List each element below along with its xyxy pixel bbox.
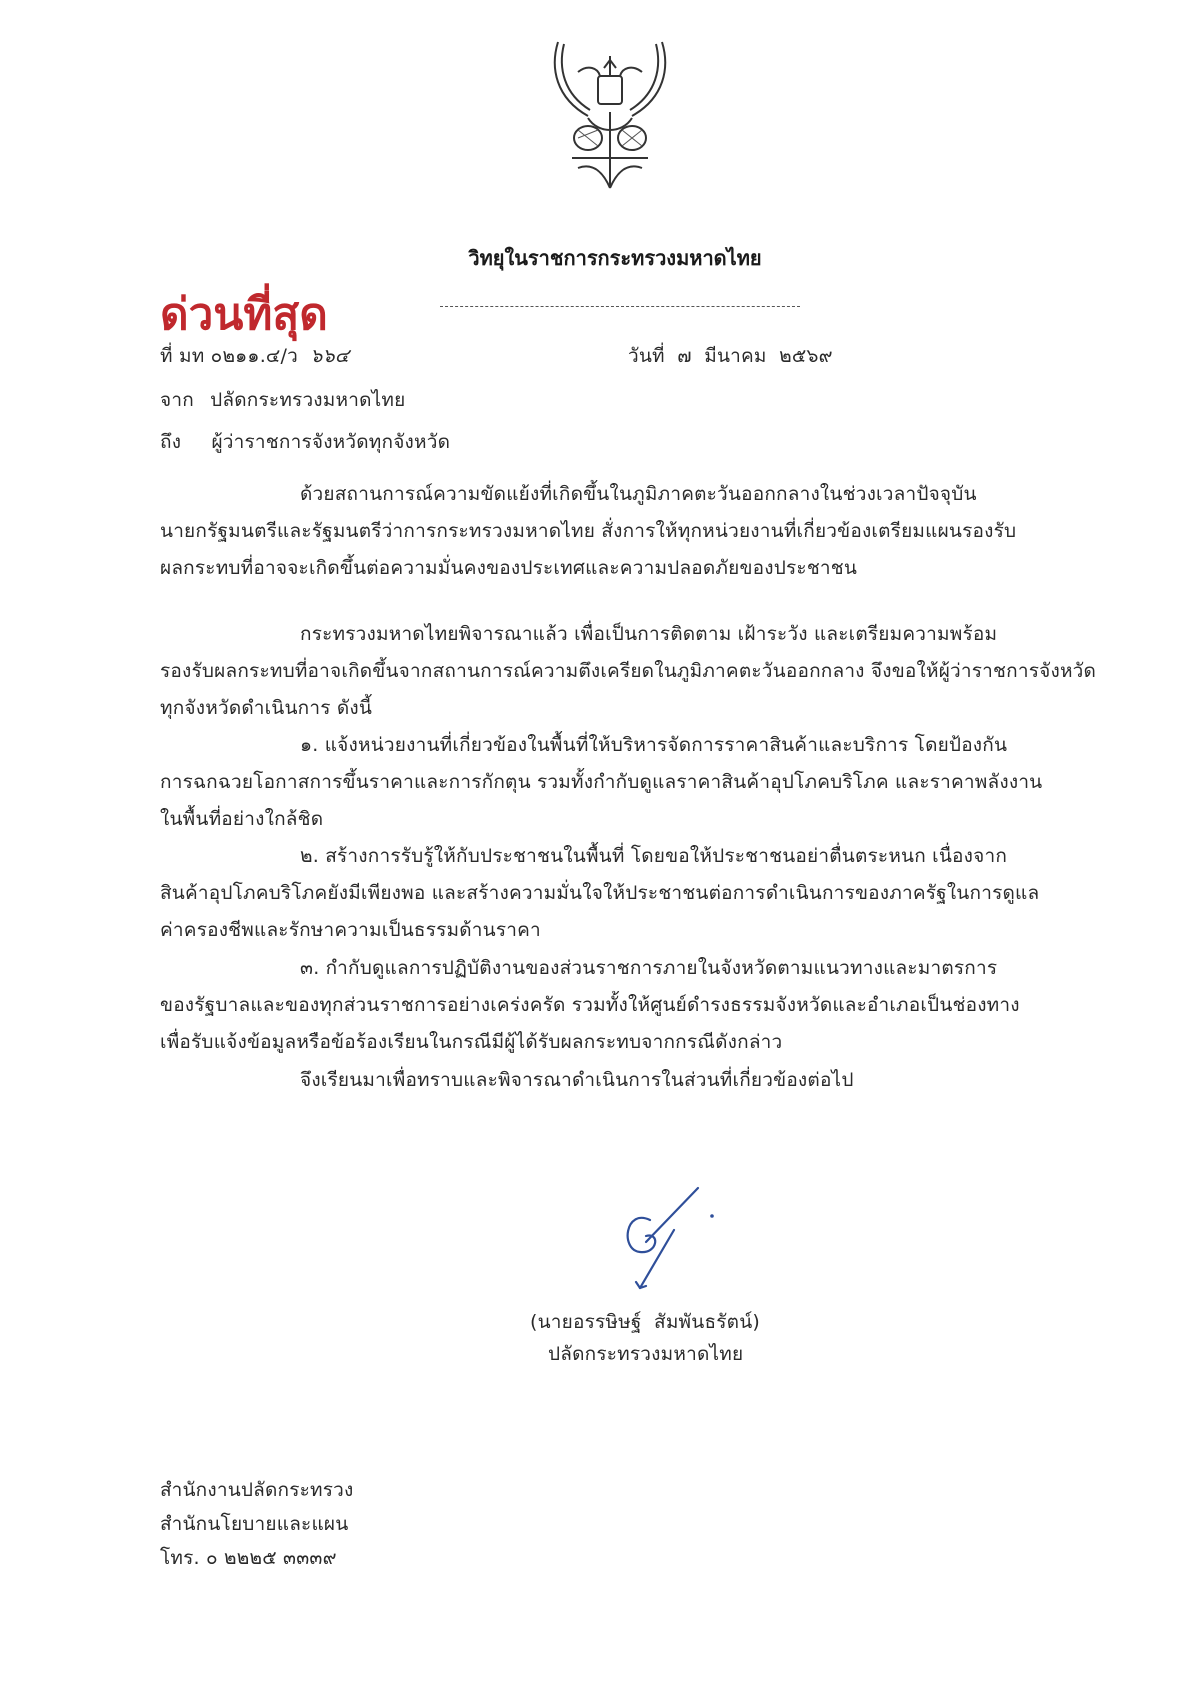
- footer-division: สำนักนโยบายและแผน: [160, 1513, 349, 1535]
- paragraph-line: ๒. สร้างการรับรู้ให้กับประชาชนในพื้นที่ โดยขอให้ประชาชนอย่าตื่นตระหนก เนื่องจาก: [300, 845, 1008, 867]
- document-number-handwritten: ๖๖๔: [310, 345, 350, 367]
- closing-line: จึงเรียนมาเพื่อทราบและพิจารณาดำเนินการในส่วนที่เกี่ยวข้องต่อไป: [300, 1069, 854, 1091]
- list-item-2: [160, 838, 1105, 949]
- paragraph-1: [160, 476, 1105, 587]
- list-item-3: [160, 950, 1105, 1061]
- paragraph-line: ของรัฐบาลและของทุกส่วนราชการอย่างเคร่งครัด รวมทั้งให้ศูนย์ดำรงธรรมจังหวัดและอำเภอเป็นช่องทาง: [160, 994, 1020, 1016]
- signatory-name: (นายอรรษิษฐ์ สัมพันธรัตน์): [530, 1311, 761, 1333]
- document-date: วันที่ ๗ มีนาคม ๒๕๖๙: [628, 345, 833, 367]
- footer-phone: โทร. ๐ ๒๒๒๕ ๓๓๓๙: [160, 1547, 337, 1569]
- paragraph-line: นายกรัฐมนตรีและรัฐมนตรีว่าการกระทรวงมหาดไทย สั่งการให้ทุกหน่วยงานที่เกี่ยวข้องเตรียมแผนรองรับ: [160, 520, 1017, 542]
- paragraph-2: [160, 616, 1105, 727]
- paragraph-line: ๑. แจ้งหน่วยงานที่เกี่ยวข้องในพื้นที่ให้บริหารจัดการราคาสินค้าและบริการ โดยป้องกัน: [300, 734, 1008, 756]
- paragraph-line: ค่าครองชีพและรักษาความเป็นธรรมด้านราคา: [160, 919, 541, 941]
- signature-icon: [620, 1180, 740, 1320]
- header-divider: [440, 306, 800, 307]
- paragraph-line: ผลกระทบที่อาจจะเกิดขึ้นต่อความมั่นคงของประเทศและความปลอดภัยของประชาชน: [160, 557, 858, 579]
- urgency-stamp: ด่วนที่สุด: [160, 289, 328, 340]
- signatory-position: ปลัดกระทรวงมหาดไทย: [548, 1343, 744, 1365]
- document-number: [160, 344, 349, 368]
- paragraph-line: กระทรวงมหาดไทยพิจารณาแล้ว เพื่อเป็นการติดตาม เฝ้าระวัง และเตรียมความพร้อม: [300, 623, 998, 645]
- footer-office: สำนักงานปลัดกระทรวง: [160, 1479, 354, 1501]
- paragraph-line: สินค้าอุปโภคบริโภคยังมีเพียงพอ และสร้างความมั่นใจให้ประชาชนต่อการดำเนินการของภาครัฐในการดูแล: [160, 882, 1040, 904]
- paragraph-line: ในพื้นที่อย่างใกล้ชิด: [160, 808, 324, 830]
- from-value: ปลัดกระทรวงมหาดไทย: [210, 389, 406, 411]
- paragraph-line: ๓. กำกับดูแลการปฏิบัติงานของส่วนราชการภายในจังหวัดตามแนวทางและมาตรการ: [300, 957, 998, 979]
- paragraph-line: เพื่อรับแจ้งข้อมูลหรือข้อร้องเรียนในกรณีมีผู้ได้รับผลกระทบจากกรณีดังกล่าว: [160, 1031, 783, 1053]
- to-line: [160, 430, 450, 454]
- garuda-emblem-icon: [548, 38, 672, 190]
- from-label: จาก: [160, 389, 194, 411]
- agency-title: วิทยุในราชการกระทรวงมหาดไทย: [468, 246, 762, 270]
- to-label: ถึง: [160, 431, 182, 453]
- to-value: ผู้ว่าราชการจังหวัดทุกจังหวัด: [211, 431, 451, 453]
- paragraph-line: รองรับผลกระทบที่อาจเกิดขึ้นจากสถานการณ์ความตึงเครียดในภูมิภาคตะวันออกกลาง จึงขอให้ผู้ว่าราชการจังหวัด: [160, 660, 1097, 682]
- from-line: [160, 388, 405, 412]
- list-item-1: [160, 727, 1105, 838]
- paragraph-line: ด้วยสถานการณ์ความขัดแย้งที่เกิดขึ้นในภูมิภาคตะวันออกกลางในช่วงเวลาปัจจุบัน: [300, 483, 977, 505]
- paragraph-line: การฉกฉวยโอกาสการขึ้นราคาและการกักตุน รวมทั้งกำกับดูแลราคาสินค้าอุปโภคบริโภค และราคาพลังงาน: [160, 771, 1043, 793]
- paragraph-line: ทุกจังหวัดดำเนินการ ดังนี้: [160, 697, 373, 719]
- document-number-label: ที่ มท ๐๒๑๑.๔/ว: [160, 345, 298, 367]
